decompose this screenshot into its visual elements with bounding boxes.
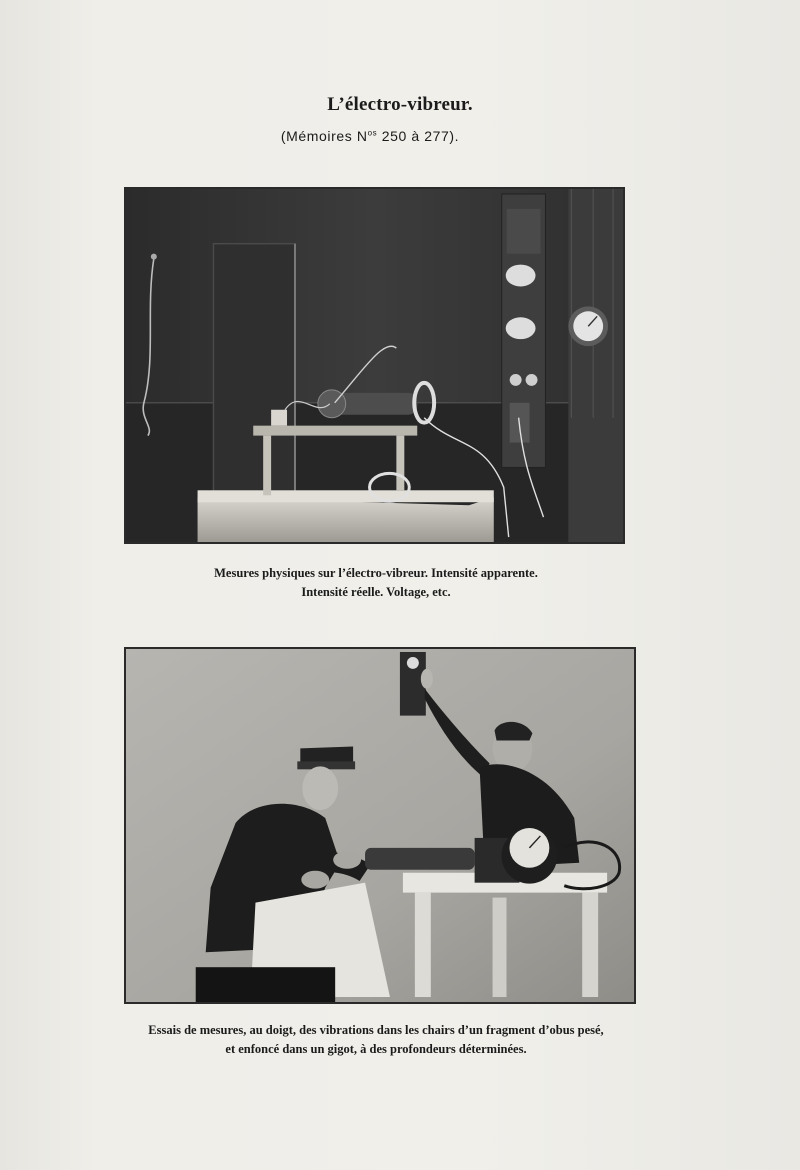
subtitle-superscript: os [367,128,378,138]
subtitle-suffix: 250 à 277). [377,128,460,144]
photo-vibration-measurement [124,647,636,1004]
caption-2-line-1: Essais de mesures, au doigt, des vibrations dans les chairs d’un fragment d’obus pesé, [148,1023,604,1037]
page-subtitle [0,128,740,144]
caption-figure-2 [0,1021,776,1059]
caption-1-line-2: Intensité réelle. Voltage, etc. [301,585,451,599]
caption-2-line-2: et enfoncé dans un gigot, à des profondeurs déterminées. [225,1042,527,1056]
caption-1-line-1: Mesures physiques sur l’électro-vibreur. Intensité apparente. [214,566,538,580]
caption-figure-1 [0,564,776,602]
page-title: L’électro-vibreur. [327,94,473,115]
photo-electro-vibreur-apparatus [124,187,625,544]
subtitle-prefix: (Mémoires N [280,128,368,144]
